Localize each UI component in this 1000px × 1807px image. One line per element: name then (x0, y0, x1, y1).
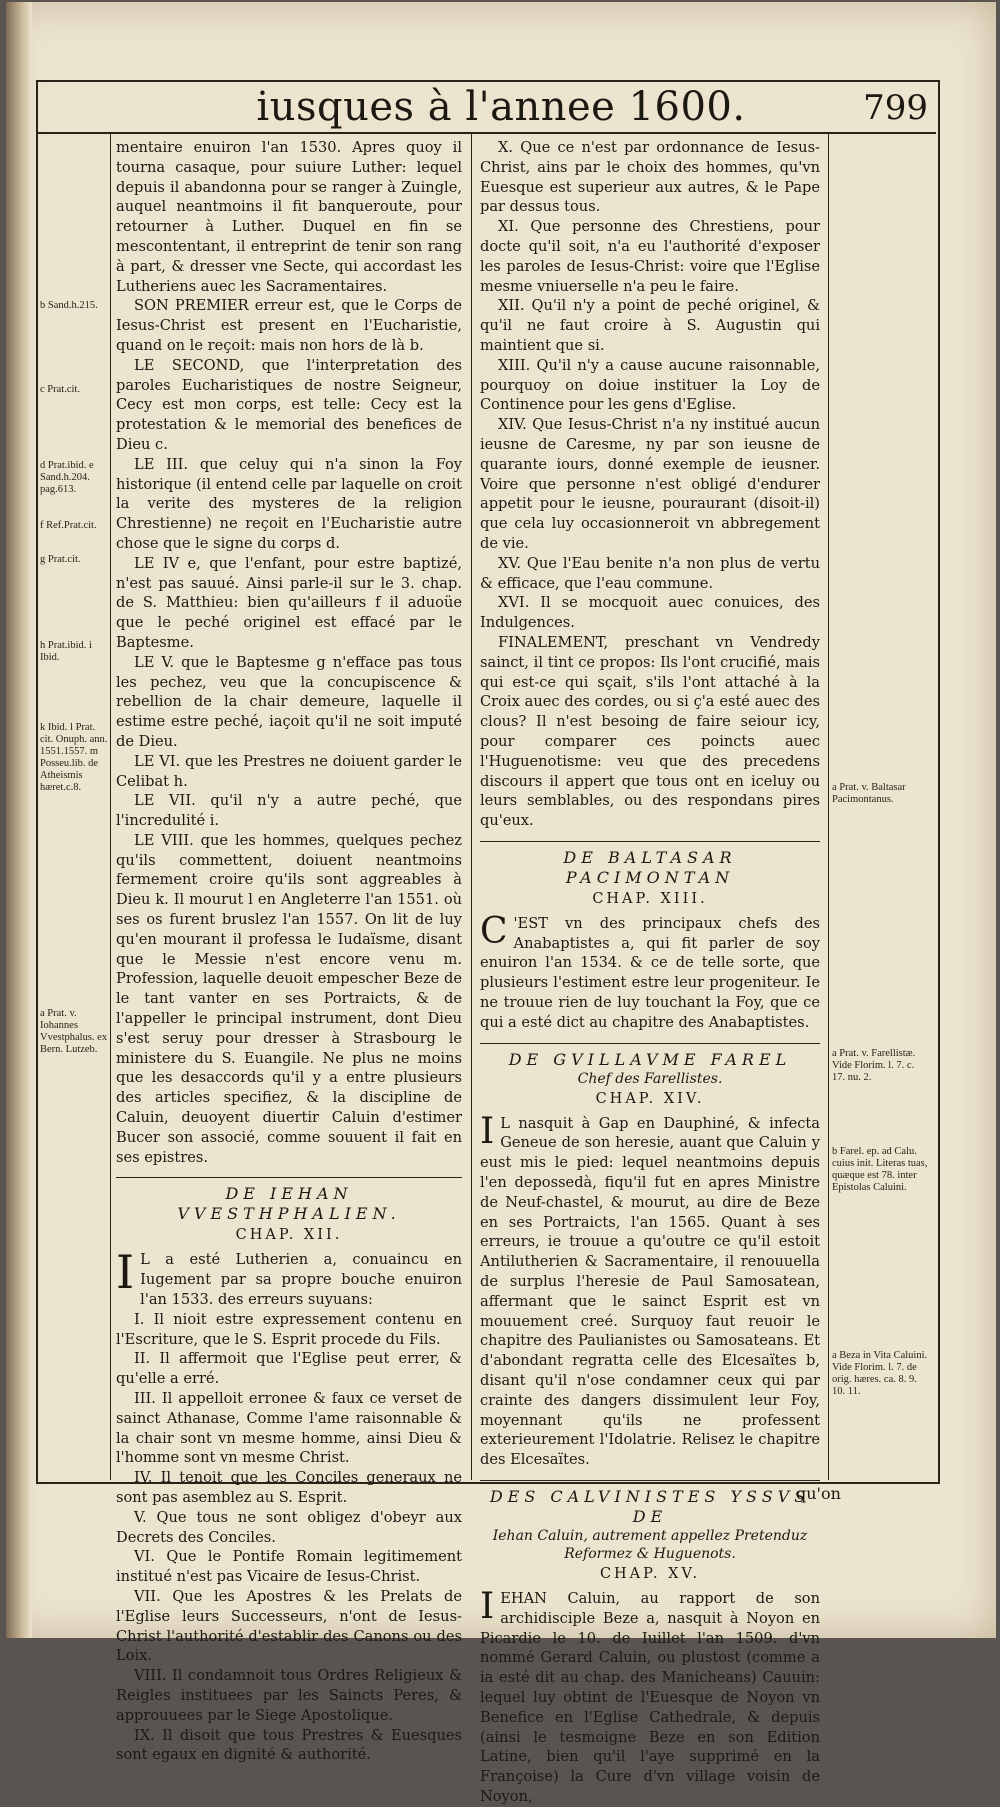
paragraph-with-dropcap (480, 1110, 820, 1470)
paragraph: FINALEMENT, preschant vn Vendredy sainct, il tint ce propos: Ils l'ont crucifié, mais qui est-ce qui sçait, s'ils l'ont attaché à la Croix auec des cordes, ou si ç'a esté auec des clous? Il n'est besoing de faire seiour icy, pour comparer ces poincts auec l'Huguenotisme: veu que des precedens discours il appert que tous ont en iceluy ou leurs semblables, ou des respondans pires qu'eux. (480, 633, 820, 830)
section-title: DES CALVINISTES YSSVS DE (489, 1487, 811, 1527)
chapter-heading: CHAP. XV. (599, 1566, 701, 1583)
paragraph-with-dropcap (116, 1245, 462, 1309)
book-page (6, 2, 996, 1805)
paragraph-text: L a esté Lutherien a, conuaincu en Iugement par sa propre bouche enuiron l'an 1533. des erreurs suyuans: (140, 1251, 462, 1309)
paragraph: VII. Que les Apostres & les Prelats de l'Eglise leurs Successeurs, n'ont de Iesus-Christ l'authorité d'establir des Canons ou des Loix. (116, 1587, 462, 1665)
paragraph: mentaire enuiron l'an 1530. Apres quoy il tourna casaque, pour suiure Luther: lequel depuis il abandonna pour se ranger à Zuingle, auquel neantmoins il fit banqueroute, pour retourner à Luther. Duquel en fin se mescontentant, il entreprint de tenir son rang à part, & dresser vne Secte, qui accordast les Lutheriens auec les Sacramentaires. (116, 139, 462, 295)
paragraph: LE VIII. que les hommes, quelques pechez qu'ils commettent, doiuent neantmoins fermement croire qu'ils sont aggreables à Dieu k. Il mourut l en Angleterre l'an 1551. où ses os furent bruslez l'an 1557. On lit de luy qu'en mourant il professa le Iudaïsme, disant que le Messie n'est encore venu m. Profession, laquelle deuoit empescher Beze de le tant vanter en ses Portraicts, & de l'appeller le principal instrument, dont Dieu s'est seruy pour dresser à Strasbourg le ministere du S. Euangile. Ne plus ne moins que les desaccords qu'il y a entre plusieurs des articles specifiez, & la discipline de Caluin, deuoyent diuertir Caluin d'estimer Bucer son associé, comme souuent il fait en ses epistres. (116, 831, 462, 1166)
paragraph: IV. Il tenoit que les Conciles generaux ne sont pas asemblez au S. Esprit. (116, 1469, 462, 1506)
paragraph: LE SECOND, que l'interpretation des paroles Eucharistiques de nostre Seigneur, Cecy est mon corps, est telle: Cecy est la protestation & le memorial des benefices de Dieu c. (116, 356, 462, 453)
paragraph: XII. Qu'il n'y a point de peché originel, & qu'il ne faut croire à S. Augustin qui maintient que si. (480, 297, 820, 354)
chapter-heading: CHAP. XIII. (592, 890, 708, 907)
paragraph: LE V. que le Baptesme g n'efface pas tous les pechez, veu que la concupiscence & rebellion de la chair demeure, laquelle il estime estre peché, iaçoit qu'il ne soit imputé de Dieu. (116, 653, 462, 750)
paragraph: VIII. Il condamnoit tous Ordres Religieux & Reigles instituees par les Saincts Peres, & approuuees par le Siege Apostolique. (116, 1667, 462, 1724)
paragraph: SON PREMIER erreur est, que le Corps de Iesus-Christ est present en l'Eucharistie, quand on le reçoit: mais non hors de là b. (116, 297, 462, 354)
paragraph: XV. Que l'Eau benite n'a non plus de vertu & efficace, que l'eau commune. (480, 554, 820, 592)
margin-note: b Farel. ep. ad Calu. cuius init. Literas tuas, quæque est 78. inter Epistolas Caluini. (832, 1146, 928, 1193)
paragraph: XIII. Qu'il n'y a cause aucune raisonnable, pourquoy on doiue instituer la Loy de Continence pour les gens d'Eglise. (480, 356, 820, 414)
chapter-heading: CHAP. XIV. (595, 1090, 705, 1107)
margin-note: a Beza in Vita Caluini. Vide Florim. l. 7. de orig. hæres. ca. 8. 9. 10. 11. (832, 1350, 928, 1397)
catchword: qu'on (796, 1484, 841, 1503)
margin-note: a Prat. v. Baltasar Pacimontanus. (832, 782, 906, 805)
paragraph-text: L nasquit à Gap en Dauphiné, & infecta Geneue de son heresie, auant que Caluin y eust mis le pied: lequel neantmoins depuis l'en depossedà, fiqu'il fut en apres Ministre de Neuf-chastel, & mourut, au dire de Beze en ses Portraicts, l'an 1565. Quant à ses erreurs, ie trouue a qu'outre ce qu'il estoit Antilutherien & Sacramentaire, il renouuella de surplus l'heresie de Paul Samosatean, affermant que le sainct Esprit est vn mouuement creé. Surquoy faut reuoir le chapitre des Paulianistes ou Samosateans. Et d'abondant regratta celle des Elcesaïtes b, disant qu'il n'ose condamner ceux qui par crainte des dangers dissimulent leur Foy, moyennant qu'ils ne professent exterieurement l'Idolatrie. Relisez le chapitre des Elcesaïtes. (480, 1114, 820, 1469)
drop-cap: C (480, 910, 508, 952)
drop-cap: I (480, 1586, 495, 1628)
section-title: DE IEHAN VVESTHPHALIEN. (177, 1184, 401, 1224)
paragraph: X. Que ce n'est par ordonnance de Iesus-Christ, ains par le choix des hommes, qu'vn Euesque est superieur aux autres, & le Pape par dessus tous. (480, 139, 820, 216)
margin-note: a Prat. v. Iohannes Vvestphalus. ex Bern. Lutzeb. (40, 1008, 108, 1055)
paragraph: LE III. que celuy qui n'a sinon la Foy historique (il entend celle par laquelle on croit la verite des mysteres de la religion Chrestienne) ne reçoit en l'Eucharistie autre chose que le signe du corps d. (116, 455, 462, 552)
paragraph: LE VI. que les Prestres ne doiuent garder le Celibat h. (116, 752, 462, 790)
paragraph: II. Il affermoit que l'Eglise peut errer, & qu'elle a erré. (116, 1350, 462, 1388)
margin-note: b Sand.h.215. (40, 300, 98, 311)
paragraph-text: EHAN Caluin, au rapport de son archidisciple Beze a, nasquit à Noyon en Picardie le 10. de Iuillet l'an 1509. d'vn nommé Gerard Caluin, ou plustost (comme a ia esté dit au chap. des Manicheans) Cauuin: lequel luy obtint de l'Euesque de Noyon vn Benefice en l'Eglise Cathedrale, & depuis (ainsi le tesmoigne Beze en son Edition Latine, bien qu'il l'aye supprimé en la Françoise) la Cure d'vn village voisin de Noyon, (480, 1590, 820, 1805)
margin-note: a Prat. v. Farellistæ. Vide Florim. l. 7. c. 17. nu. 2. (832, 1048, 916, 1083)
book-spine (6, 2, 32, 1638)
chapter-heading: CHAP. XII. (235, 1227, 343, 1244)
section-rule (480, 841, 820, 842)
margin-note: d Prat.ibid. e Sand.h.204. pag.613. (40, 460, 94, 495)
paragraph-with-dropcap (480, 910, 820, 1033)
section-rule (480, 1043, 820, 1044)
paragraph: III. Il appelloit erronee & faux ce verset de sainct Athanase, Comme l'ame raisonnable & la chair sont vn mesme homme, ainsi Dieu & l'homme sont vn mesme Christ. (116, 1390, 462, 1467)
margin-note: c Prat.cit. (40, 384, 80, 395)
paragraph: I. Il nioit estre expressement contenu en l'Escriture, que le S. Esprit procede du Fils. (116, 1310, 462, 1348)
text-column-right (480, 138, 820, 1807)
page-number: 799 (863, 88, 928, 128)
paragraph-text: 'EST vn des principaux chefs des Anabaptistes a, qui fit parler de soy enuiron l'an 1534. & ce de telle sorte, que plusieurs l'estiment estre leur progeniteur. Ie ne trouue rien de luy touchant la Foy, que ce qui a esté dict au chapitre des Anabaptistes. (480, 914, 820, 1031)
header-rule (36, 132, 936, 134)
paragraph: LE IV e, que l'enfant, pour estre baptizé, n'est pas sauué. Ainsi parle-il sur le 3. chap. de S. Matthieu: bien qu'ailleurs f il aduoüe que le peché originel est effacé par le Baptesme. (116, 554, 462, 651)
paragraph-with-dropcap (480, 1586, 820, 1807)
paragraph: VI. Que le Pontife Romain legitimement institué n'est pas Vicaire de Iesus-Christ. (116, 1548, 462, 1586)
drop-cap: I (480, 1110, 495, 1152)
section-subtitle: Iehan Caluin, autrement appellez Pretenduz Reformez & Huguenots. (492, 1528, 808, 1563)
section-rule (480, 1480, 820, 1481)
paragraph: LE VII. qu'il n'y a autre peché, que l'incredulité i. (116, 792, 462, 830)
margin-note: k Ibid. l Prat. cit. Onuph. ann. 1551.1557. m Posseu.lib. de Atheismis hæret.c.8. (40, 722, 108, 793)
paragraph: XVI. Il se mocquoit auec conuices, des Indulgences. (480, 594, 820, 632)
column-rule (110, 134, 111, 1480)
paragraph: XI. Que personne des Chrestiens, pour docte qu'il soit, n'a eu l'authorité d'exposer les paroles de Iesus-Christ: voire que l'Eglise mesme vniuerselle n'a peu le faire. (480, 218, 820, 295)
running-title: iusques à l'annee 1600. (256, 84, 746, 130)
column-rule (471, 134, 472, 1480)
paragraph: IX. Il disoit que tous Prestres & Euesques sont egaux en dignité & authorité. (116, 1726, 462, 1764)
text-column-left (116, 138, 462, 1765)
section-title: DE BALTASAR PACIMONTAN (563, 847, 737, 887)
paragraph: XIV. Que Iesus-Christ n'a ny institué aucun ieusne de Caresme, ny par son ieusne de quarante iours, donné exemple de ieusner. Voire que personne n'est obligé d'endurer appetit pour le ieusne, pouraurant (disoit-il) que cela luy occasionneroit vn abbregement de vie. (480, 416, 820, 552)
section-title: DE GVILLAVME FAREL (508, 1049, 792, 1069)
column-rule (828, 134, 829, 1480)
paragraph: V. Que tous ne sont obligez d'obeyr aux Decrets des Conciles. (116, 1508, 462, 1546)
section-subtitle: Chef des Farellistes. (577, 1070, 723, 1087)
margin-note: f Ref.Prat.cit. (40, 520, 97, 531)
drop-cap: I (116, 1245, 135, 1300)
margin-note: g Prat.cit. (40, 554, 81, 565)
section-rule (116, 1177, 462, 1178)
margin-note: h Prat.ibid. i Ibid. (40, 640, 92, 663)
